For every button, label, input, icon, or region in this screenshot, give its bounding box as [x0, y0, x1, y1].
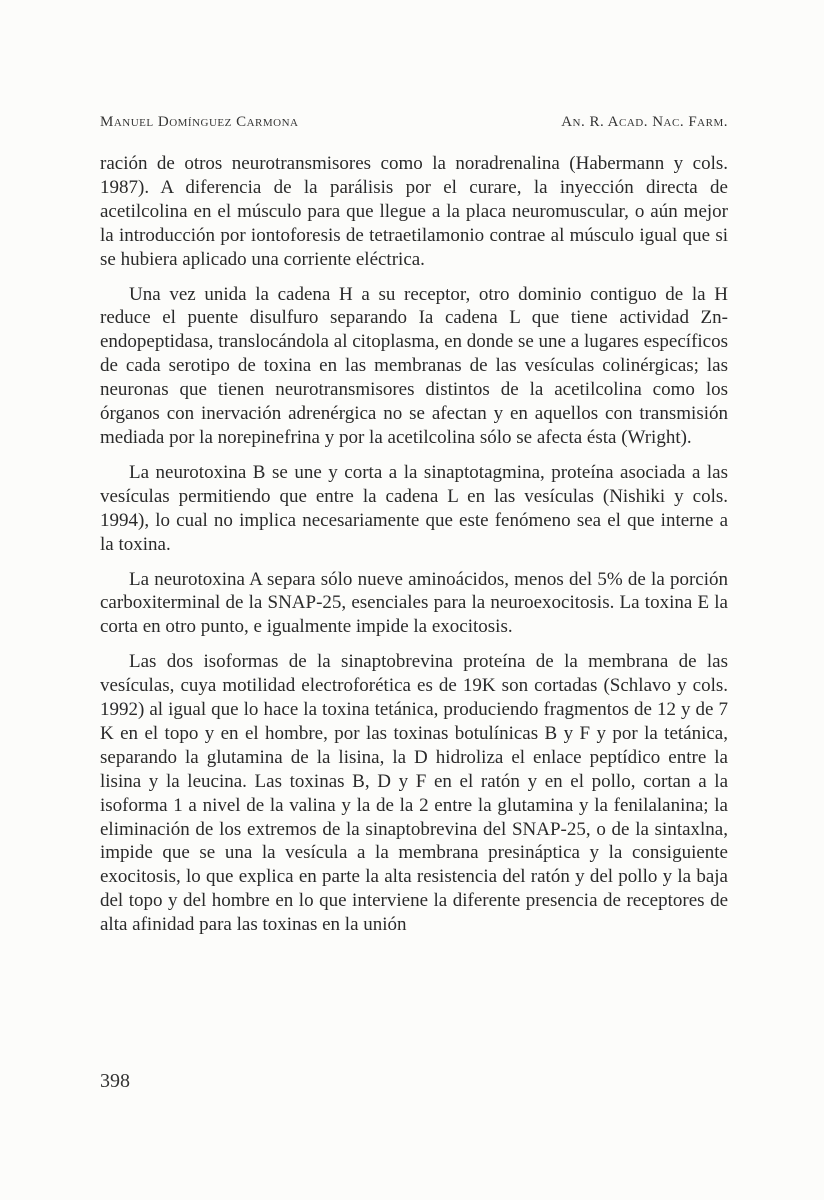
body-text — [100, 152, 728, 948]
header-author: Manuel Domínguez Carmona — [100, 114, 299, 130]
paragraph: Las dos isoformas de la sinaptobrevina proteína de la membrana de las vesículas, cuya motilidad electroforética es de 19K son cortadas (Schlavo y cols. 1992) al igual que lo hace la toxina tetánica, produciendo fragmentos de 12 y de 7 K en el topo y en el hombre, por las toxinas botulínicas B y F y por la tetánica, separando la glutamina de la lisina, la D hidroliza el enlace peptídico entre la lisina y la leucina. Las toxinas B, D y F en el ratón y en el pollo, cortan a la isoforma 1 a nivel de la valina y la de la 2 entre la glutamina y la fenilalanina; la eliminación de los extremos de la sinaptobrevina del SNAP-25, o de la sintaxlna, impide que se una la vesícula a la membrana presináptica y la consiguiente exocitosis, lo que explica en parte la alta resistencia del ratón y del pollo y la baja del topo y del hombre en lo que interviene la diferente presencia de receptores de alta afinidad para las toxinas en la unión — [100, 651, 728, 936]
page-number: 398 — [100, 1070, 130, 1092]
running-header — [100, 114, 728, 131]
paragraph: La neurotoxina A separa sólo nueve aminoácidos, menos del 5% de la porción carboxiterminal de la SNAP-25, esenciales para la neuroexocitosis. La toxina E la corta en otro punto, e igualmente impide la exocitosis. — [100, 568, 728, 638]
header-journal: An. R. Acad. Nac. Farm. — [561, 114, 728, 130]
paragraph: La neurotoxina B se une y corta a la sinaptotagmina, proteína asociada a las vesículas permitiendo que entre la cadena L en las vesículas (Nishiki y cols. 1994), lo cual no implica necesariamente que este fenómeno sea el que interne a la toxina. — [100, 461, 728, 555]
paragraph-continued: ración de otros neurotransmisores como la noradrenalina (Habermann y cols. 1987). A diferencia de la parálisis por el curare, la inyección directa de acetilcolina en el músculo para que llegue a la placa neuromuscular, o aún mejor la introducción por iontoforesis de tetraetilamonio contrae al músculo igual que si se hubiera aplicado una corriente eléctrica. — [100, 153, 728, 270]
paragraph: Una vez unida la cadena H a su receptor, otro dominio contiguo de la H reduce el puente disulfuro separando Ia cadena L que tiene actividad Zn-endopeptidasa, translocándola al citoplasma, en donde se une a lugares específicos de cada serotipo de toxina en las membranas de las vesículas colinérgicas; las neuronas que tienen neurotransmisores distintos de la acetilcolina como los órganos con inervación adrenérgica no se afectan y en aquellos con transmisión mediada por la norepinefrina y por la acetilcolina sólo se afecta ésta (Wright). — [100, 283, 728, 448]
